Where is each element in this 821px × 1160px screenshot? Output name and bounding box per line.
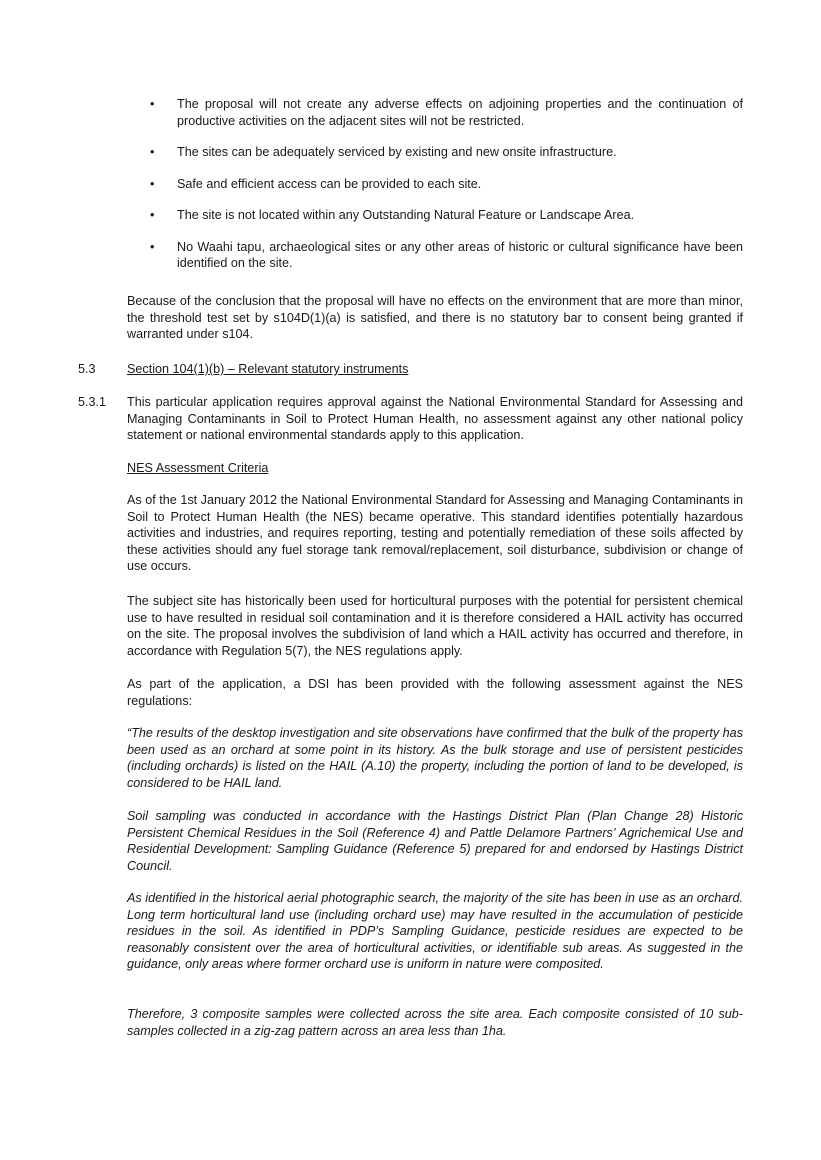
quote-paragraph: “The results of the desktop investigation and site observations have confirmed that the bulk of the property has been used as an orchard at some point in its history. As the bulk storage and use of persistent pesticides (including orchards) is listed on the HAIL (A.10) the property, including the portion of land to be developed, is considered to be HAIL land.: [127, 726, 743, 790]
nes-intro-paragraph: As of the 1st January 2012 the National Environmental Standard for Assessing and Managing Contaminants in Soil to Protect Human Health (the NES) became operative. This standard identifies potentially hazardous activities and industries, and requires reporting, testing and potentially remediation of these soils affected by these activities should any fuel storage tank removal/replacement, soil disturbance, subdivision or change of use occurs.: [127, 493, 743, 573]
bullet-item: [0, 144, 821, 161]
dsi-paragraph: As part of the application, a DSI has been provided with the following assessment against the NES regulations:: [127, 677, 743, 708]
bullet-text: The site is not located within any Outstanding Natural Feature or Landscape Area.: [177, 208, 635, 222]
bullet-dot: •: [150, 97, 155, 111]
bullet-text: No Waahi tapu, archaeological sites or any other areas of historic or cultural significance have been identified on the site.: [177, 239, 743, 270]
section-heading: Section 104(1)(b) – Relevant statutory instruments: [127, 362, 409, 376]
bullet-text: The sites can be adequately serviced by existing and new onsite infrastructure.: [177, 145, 617, 159]
subsection-number: 5.3.1: [78, 395, 107, 409]
bullet-item: [0, 176, 821, 193]
bullet-dot: •: [150, 239, 155, 254]
quote-paragraph: Therefore, 3 composite samples were collected across the site area. Each composite consisted of 10 sub-samples collected in a zig-zag pattern across an area less than 1ha.: [127, 1007, 743, 1038]
subsection-paragraph: This particular application requires approval against the National Environmental Standard for Assessing and Managing Contaminants in Soil to Protect Human Health, no assessment against any other national policy statement or national environmental standards apply to this application.: [127, 395, 743, 442]
bullet-text: The proposal will not create any adverse effects on adjoining properties and the continuation of productive activities on the adjacent sites will not be restricted.: [177, 97, 743, 128]
bullet-item: [0, 239, 821, 272]
nes-heading: NES Assessment Criteria: [127, 461, 269, 475]
bullet-dot: •: [150, 208, 155, 222]
section-number: 5.3: [78, 362, 96, 376]
bullet-text: Safe and efficient access can be provided to each site.: [177, 176, 482, 191]
subject-site-paragraph: The subject site has historically been used for horticultural purposes with the potential for persistent chemical use to have resulted in residual soil contamination and it is therefore considered a HAIL activity has occurred on the site. The proposal involves the subdivision of land which a HAIL activity has occurred and therefore, in accordance with Regulation 5(7), the NES regulations apply.: [127, 594, 743, 658]
conclusion-paragraph: Because of the conclusion that the proposal will have no effects on the environment that are more than minor, the threshold test set by s104D(1)(a) is satisfied, and there is no statutory bar to consent being granted if warranted under s104.: [127, 294, 743, 341]
bullet-item: [0, 207, 821, 224]
quote-paragraph: Soil sampling was conducted in accordance with the Hastings District Plan (Plan Change 28) Historic Persistent Chemical Residues in the Soil (Reference 4) and Pattle Delamore Partners’ Agrichemical Use and Residential Development: Sampling Guidance (Reference 5) prepared for and endorsed by Hastings District Council.: [127, 809, 743, 873]
bullet-dot: •: [150, 145, 155, 159]
bullet-dot: •: [150, 176, 155, 191]
bullet-list: [0, 96, 821, 287]
quote-paragraph: As identified in the historical aerial photographic search, the majority of the site has been in use as an orchard. Long term horticultural land use (including orchard use) may have resulted in the accumulation of pesticide residues in the soil. As identified in PDP’s Sampling Guidance, pesticide residues are expected to be reasonably consistent over the area of horticultural activities, or identifiable sub areas. As suggested in the guidance, only areas where former orchard use is uniform in nature were composited.: [127, 891, 743, 971]
bullet-item: [0, 96, 821, 129]
